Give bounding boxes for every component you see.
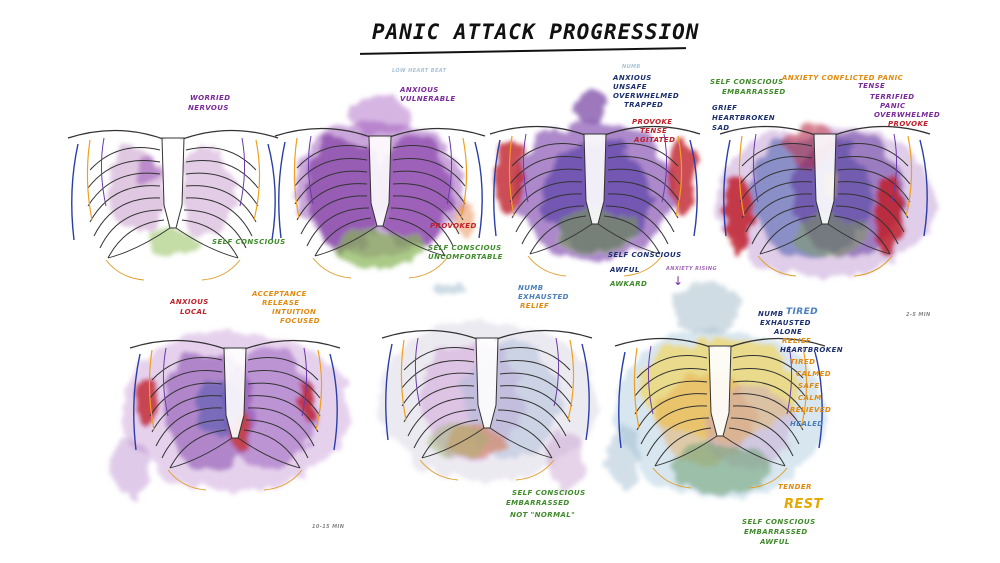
label-vulnerable: VULNERABLE (400, 95, 456, 103)
label-agitated: AGITATED (634, 136, 676, 144)
label-calmed: CALMED (796, 370, 831, 378)
label-tender: TENDER (778, 483, 812, 491)
label-anxious: ANXIOUS (400, 86, 439, 94)
label-tired-7: TIRED (790, 358, 816, 366)
label-relief-7: RELIEF (782, 337, 812, 345)
label-intuition: INTUITION (272, 308, 317, 316)
label-anxious-5: ANXIOUS (170, 298, 209, 306)
label-embarrassed-7: EMBARRASSED (744, 528, 808, 536)
label-self-conscious-4: SELF CONSCIOUS (710, 78, 784, 86)
label-overwhelmed: OVERWHELMED (613, 92, 680, 100)
label-10-15-min: 10-15 MIN (312, 524, 345, 530)
label-numb-7: NUMB (758, 310, 784, 318)
label-acceptance: ACCEPTANCE (252, 290, 307, 298)
label-numb: NUMB (622, 64, 641, 70)
label-not-normal: NOT "NORMAL" (510, 511, 576, 519)
label-overwhelmed-4: OVERWHELMED (874, 111, 941, 119)
label-embarrassed: EMBARRASSED (722, 88, 786, 96)
label-awful: AWFUL (610, 266, 640, 274)
label-heartbroken: HEARTBROKEN (712, 114, 776, 122)
label-2-5-min: 2-5 MIN (906, 312, 931, 318)
label-trapped: TRAPPED (624, 101, 664, 109)
label-calm: CALM (798, 394, 822, 402)
label-low-heart-beat: LOW HEART BEAT (392, 68, 447, 74)
label-exhausted-7: EXHAUSTED (760, 319, 811, 327)
label-alone: ALONE (774, 328, 803, 336)
label-exhausted: EXHAUSTED (518, 293, 569, 301)
ribcage-stage-4-art (700, 106, 950, 346)
label-healed: HEALED (790, 420, 824, 428)
label-self-conscious-6: SELF CONSCIOUS (512, 489, 586, 497)
label-provoke: PROVOKE (632, 118, 673, 126)
label-nervous: NERVOUS (188, 104, 229, 112)
label-rest: REST (784, 497, 823, 512)
label-awkard: AWKARD (610, 280, 648, 288)
label-anxiety-conflicted-panic: ANXIETY CONFLICTED PANIC (782, 74, 904, 82)
label-awful-7: AWFUL (760, 538, 790, 546)
label-grief: GRIEF (712, 104, 738, 112)
label-provoked: PROVOKED (430, 222, 477, 230)
page-title: PANIC ATTACK PROGRESSION (372, 20, 700, 44)
arrow-down-icon: ↓ (673, 274, 684, 288)
label-unsafe: UNSAFE (613, 83, 647, 91)
label-self-conscious: SELF CONSCIOUS (212, 238, 286, 246)
label-uncomfortable: UNCOMFORTABLE (428, 253, 503, 261)
label-numb-6: NUMB (518, 284, 544, 292)
label-self-conscious-7: SELF CONSCIOUS (742, 518, 816, 526)
label-tense: TENSE (640, 127, 668, 135)
label-relieved: RELIEVED (790, 406, 832, 414)
ribcage-stage-4 (700, 106, 950, 346)
label-heartbroken-7: HEARTBROKEN (780, 346, 844, 354)
label-panic: PANIC (880, 102, 906, 110)
label-worried: WORRIED (190, 94, 231, 102)
title-underline (360, 47, 686, 55)
label-sad: SAD (712, 124, 730, 132)
label-anxious-3: ANXIOUS (613, 74, 652, 82)
label-provoke-4: PROVOKE (888, 120, 929, 128)
label-embarrassed-6: EMBARRASSED (506, 499, 570, 507)
label-tense-4: TENSE (858, 82, 886, 90)
label-local: LOCAL (180, 308, 208, 316)
label-anxiety-rising: ANXIETY RISING (666, 266, 718, 272)
label-tired: TIRED (786, 307, 819, 317)
label-focused: FOCUSED (280, 317, 320, 325)
label-safe: SAFE (798, 382, 820, 390)
label-self-conscious-2: SELF CONSCIOUS (428, 244, 502, 252)
label-self-conscious-3: SELF CONSCIOUS (608, 251, 682, 259)
label-terrified: TERRIFIED (870, 93, 915, 101)
label-relief: RELIEF (520, 302, 550, 310)
label-release: RELEASE (262, 299, 300, 307)
